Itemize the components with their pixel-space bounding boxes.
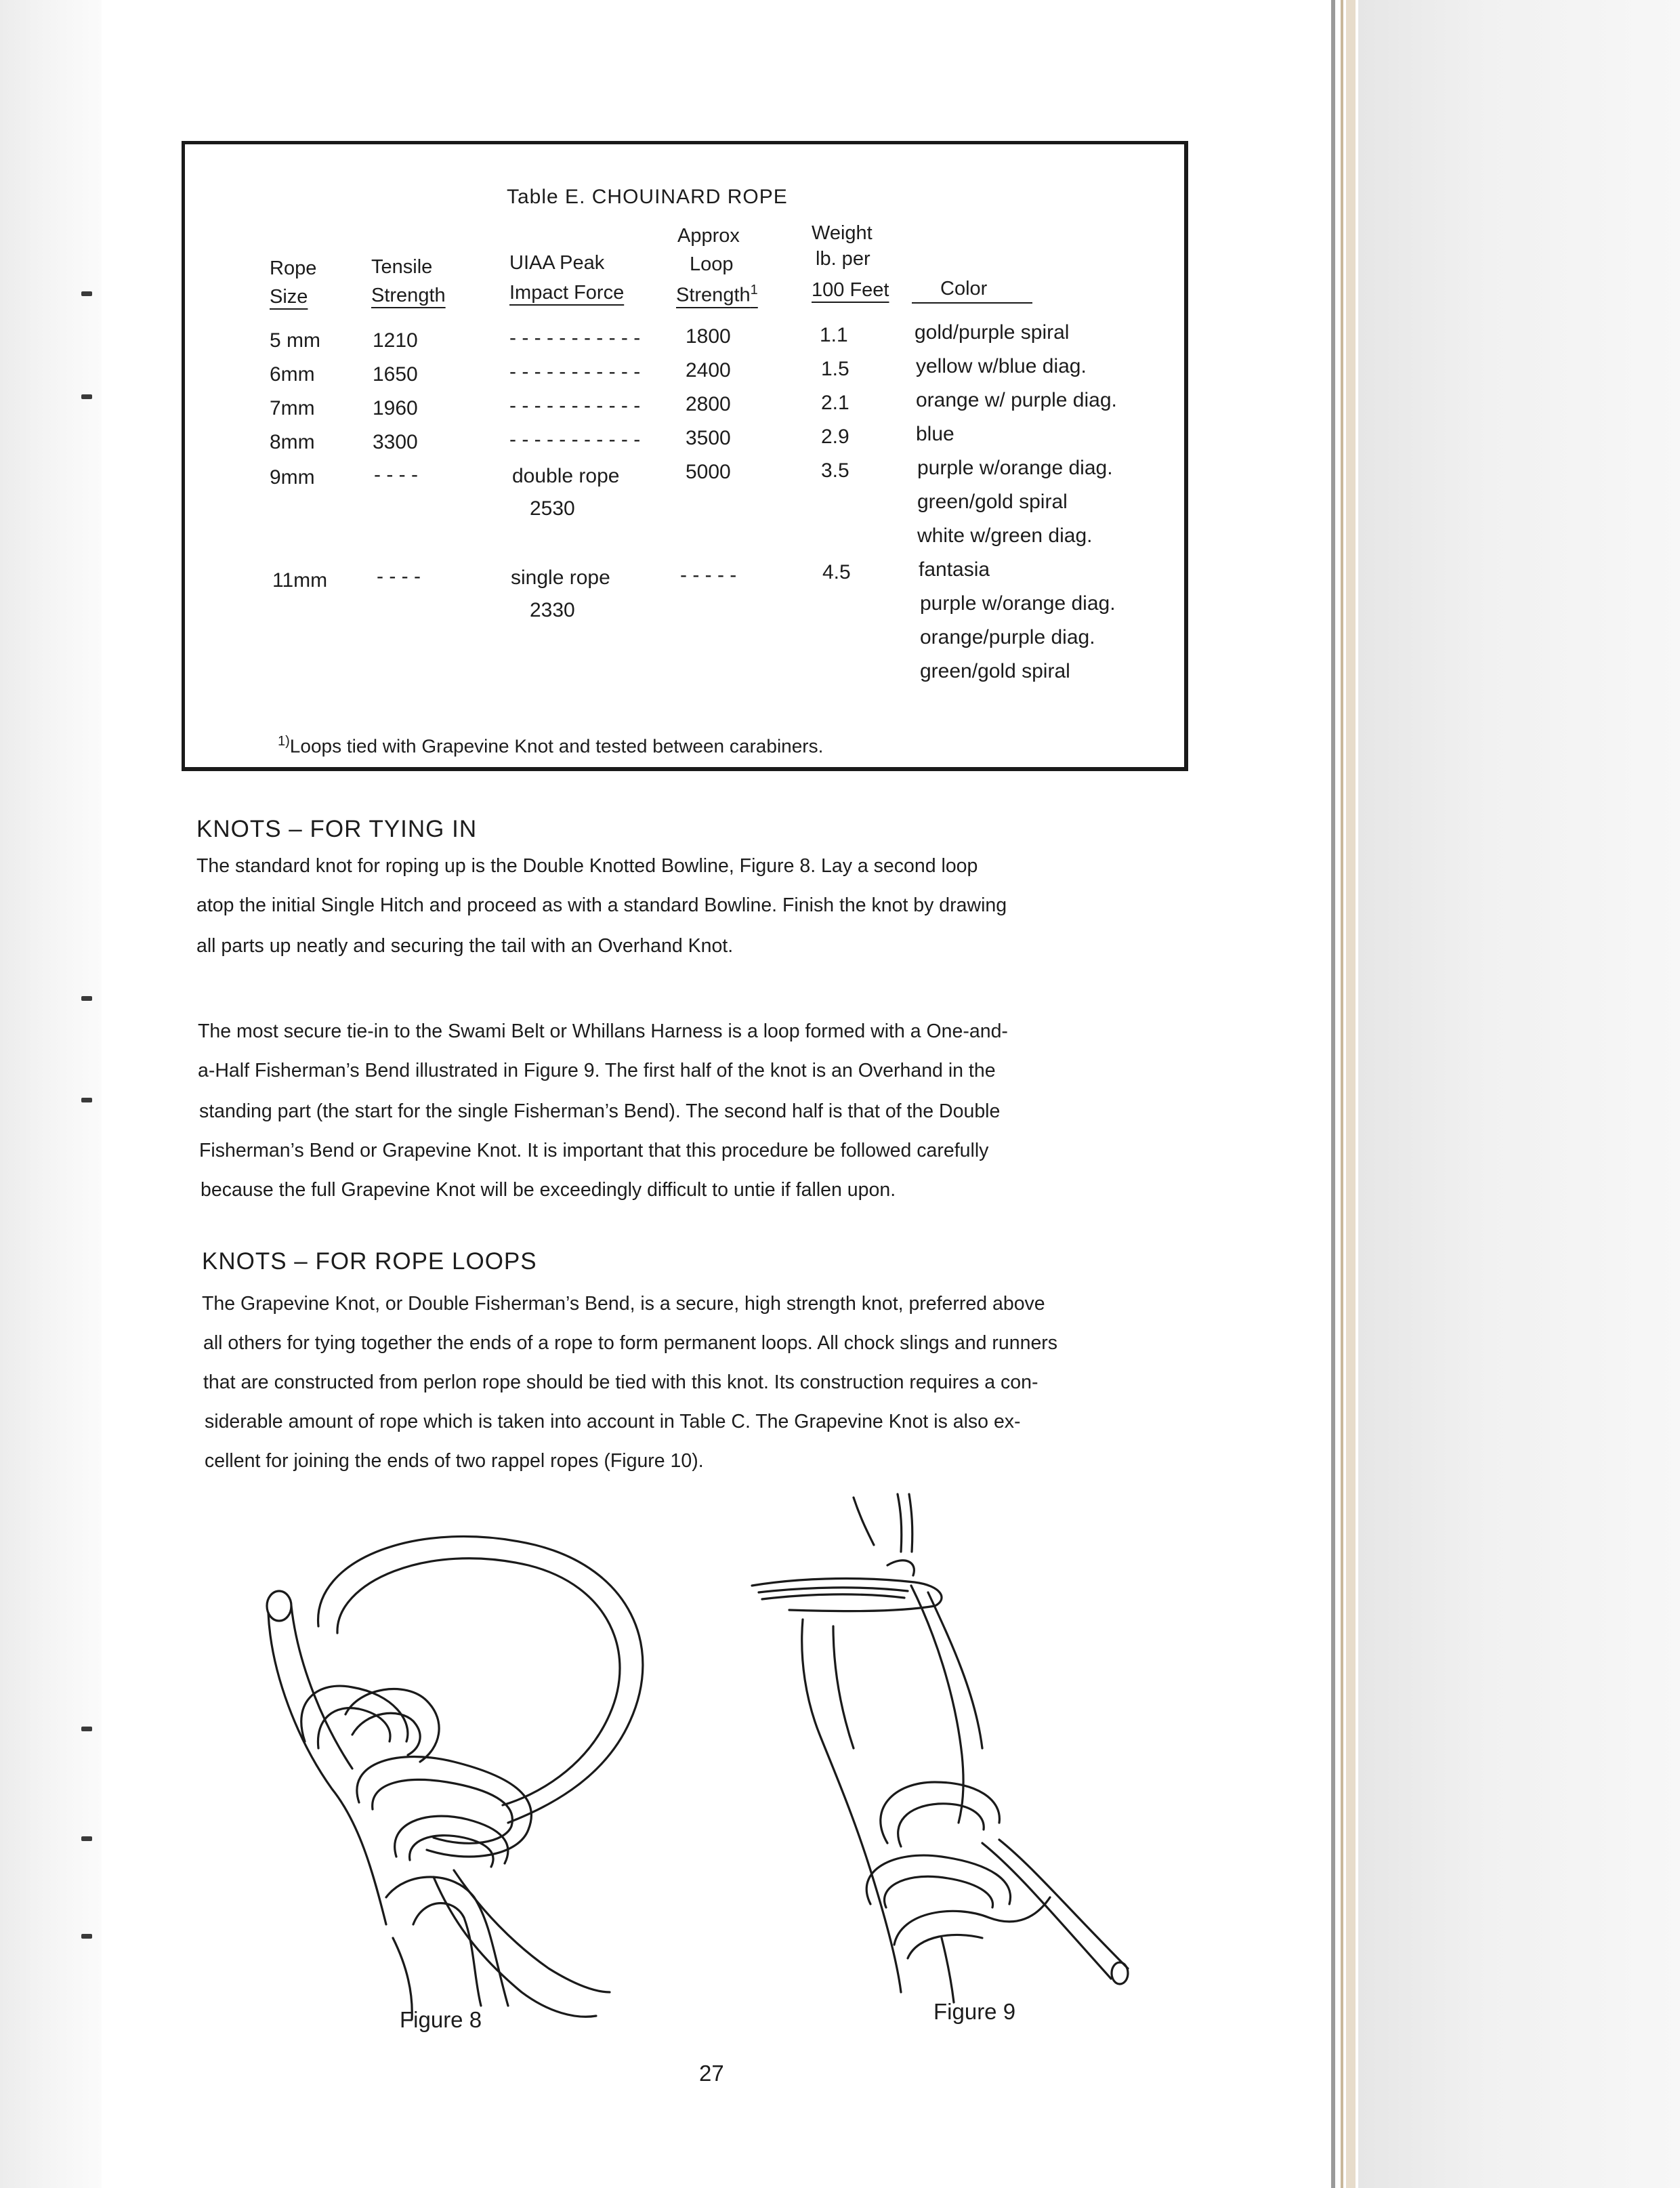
figure-caption: Figure 8	[400, 2007, 482, 2032]
cell-weight: 1.5	[821, 358, 849, 380]
cell-weight: 2.9	[821, 426, 849, 448]
cell-tensile: 1210	[373, 329, 418, 352]
cell-color: purple w/orange diag.	[917, 457, 1113, 479]
binding-mark	[81, 1836, 92, 1841]
body-line: standing part (the start for the single Fisherman’s Bend). The second half is that of the Double	[199, 1100, 1001, 1122]
body-line: The Grapevine Knot, or Double Fisherman’s Bend, is a secure, high strength knot, preferred above	[202, 1293, 1045, 1315]
fishermans-bend-illustration	[732, 1491, 1152, 2006]
cell-weight: 2.1	[821, 392, 849, 414]
cell-loop: 1800	[686, 325, 731, 348]
cell-loop: 5000	[686, 461, 731, 483]
cell-impact: - - - - - - - - - - -	[509, 360, 641, 383]
cell-rope-size: 6mm	[270, 363, 315, 386]
binding-mark	[81, 291, 92, 296]
header-impact-force: Impact Force	[509, 282, 625, 304]
table-footnote: $^{1)}$Loops tied with Grapevine Knot and tested between carabiners.	[278, 734, 824, 757]
cell-impact: - - - - - - - - - - -	[509, 394, 641, 417]
cell-rope-size: 8mm	[270, 431, 315, 453]
header-weight: lb. per	[816, 248, 870, 270]
body-line: The most secure tie-in to the Swami Belt or Whillans Harness is a loop formed with a One-and-	[198, 1020, 1008, 1042]
cell-tensile: - - - -	[377, 565, 421, 587]
header-rope-size: Rope	[270, 257, 317, 279]
cell-color: white w/green diag.	[917, 524, 1093, 547]
body-line: Fisherman’s Bend or Grapevine Knot. It is important that this procedure be followed carefully	[199, 1140, 989, 1161]
section-heading: KNOTS – FOR ROPE LOOPS	[202, 1248, 537, 1275]
cell-weight: 3.5	[821, 459, 849, 482]
binding-mark	[81, 1098, 92, 1102]
body-line: The standard knot for roping up is the Double Knotted Bowline, Figure 8. Lay a second loop	[196, 855, 978, 877]
cell-rope-size: 9mm	[270, 466, 315, 489]
cell-rope-size: 11mm	[272, 569, 328, 592]
header-tensile-strength: Tensile	[371, 256, 433, 278]
header-color: Color	[940, 278, 988, 300]
body-line: cellent for joining the ends of two rappel ropes (Figure 10).	[205, 1450, 704, 1472]
cell-impact-value: 2330	[530, 599, 575, 621]
header-loop-strength: Loop	[690, 253, 734, 275]
binding-mark	[81, 1727, 92, 1731]
double-knotted-bowline-illustration	[251, 1518, 671, 2019]
cell-impact: double rope	[512, 465, 620, 487]
cell-color: fantasia	[919, 558, 990, 581]
cell-loop: 3500	[686, 427, 731, 449]
body-line: because the full Grapevine Knot will be exceedingly difficult to untie if fallen upon.	[201, 1179, 896, 1201]
header-loop-strength: Strength$^1$	[676, 283, 758, 306]
body-line: all parts up neatly and securing the tail with an Overhand Knot.	[196, 935, 734, 957]
body-line: a-Half Fisherman’s Bend illustrated in Figure 9. The first half of the knot is an Overhand in the	[198, 1060, 996, 1081]
figure-caption: Figure 9	[933, 1999, 1016, 2024]
cell-loop: 2800	[686, 393, 731, 415]
binding-mark	[81, 394, 92, 399]
header-weight: 100 Feet	[812, 279, 889, 301]
cell-tensile: 3300	[373, 431, 418, 453]
header-impact-force: UIAA Peak	[509, 252, 605, 274]
binding-mark	[81, 1934, 92, 1939]
header-loop-strength: Approx	[677, 225, 740, 247]
cell-color: yellow w/blue diag.	[916, 355, 1087, 377]
header-tensile-strength: Strength	[371, 285, 446, 306]
section-heading: KNOTS – FOR TYING IN	[196, 816, 478, 842]
page-number: 27	[699, 2061, 724, 2086]
cell-color: purple w/orange diag.	[920, 592, 1116, 615]
table-title: Table E. CHOUINARD ROPE	[507, 186, 788, 208]
cell-color: gold/purple spiral	[915, 321, 1070, 344]
right-page-margin	[1358, 0, 1680, 2188]
cell-rope-size: 7mm	[270, 397, 315, 419]
cell-color: blue	[916, 423, 954, 445]
cell-impact: single rope	[511, 566, 610, 589]
cell-weight: 1.1	[820, 324, 848, 346]
body-line: that are constructed from perlon rope should be tied with this knot. Its construction requires a con-	[203, 1371, 1038, 1393]
cell-color: green/gold spiral	[920, 660, 1070, 682]
cell-loop: - - - - -	[680, 564, 737, 586]
cell-impact-value: 2530	[530, 497, 575, 520]
binding-mark	[81, 996, 92, 1001]
cell-color: orange w/ purple diag.	[916, 389, 1117, 411]
cell-tensile: - - - -	[374, 463, 418, 486]
cell-tensile: 1650	[373, 363, 418, 386]
cell-impact: - - - - - - - - - - -	[509, 428, 641, 451]
cell-rope-size: 5 mm	[270, 329, 320, 352]
header-rope-size: Size	[270, 286, 308, 308]
body-line: siderable amount of rope which is taken into account in Table C. The Grapevine Knot is also ex-	[205, 1411, 1021, 1432]
header-color-underline	[912, 302, 1032, 304]
cell-color: orange/purple diag.	[920, 626, 1095, 648]
body-line: all others for tying together the ends of a rope to form permanent loops. All chock slings and runners	[203, 1332, 1058, 1354]
cell-tensile: 1960	[373, 397, 418, 419]
header-weight: Weight	[812, 222, 873, 244]
cell-impact: - - - - - - - - - - -	[509, 327, 641, 349]
body-line: atop the initial Single Hitch and proceed as with a standard Bowline. Finish the knot by drawing	[196, 894, 1007, 916]
cell-color: green/gold spiral	[917, 491, 1068, 513]
left-page-gutter	[0, 0, 102, 2188]
cell-loop: 2400	[686, 359, 731, 381]
page-edge	[1331, 0, 1358, 2188]
cell-weight: 4.5	[822, 561, 851, 583]
